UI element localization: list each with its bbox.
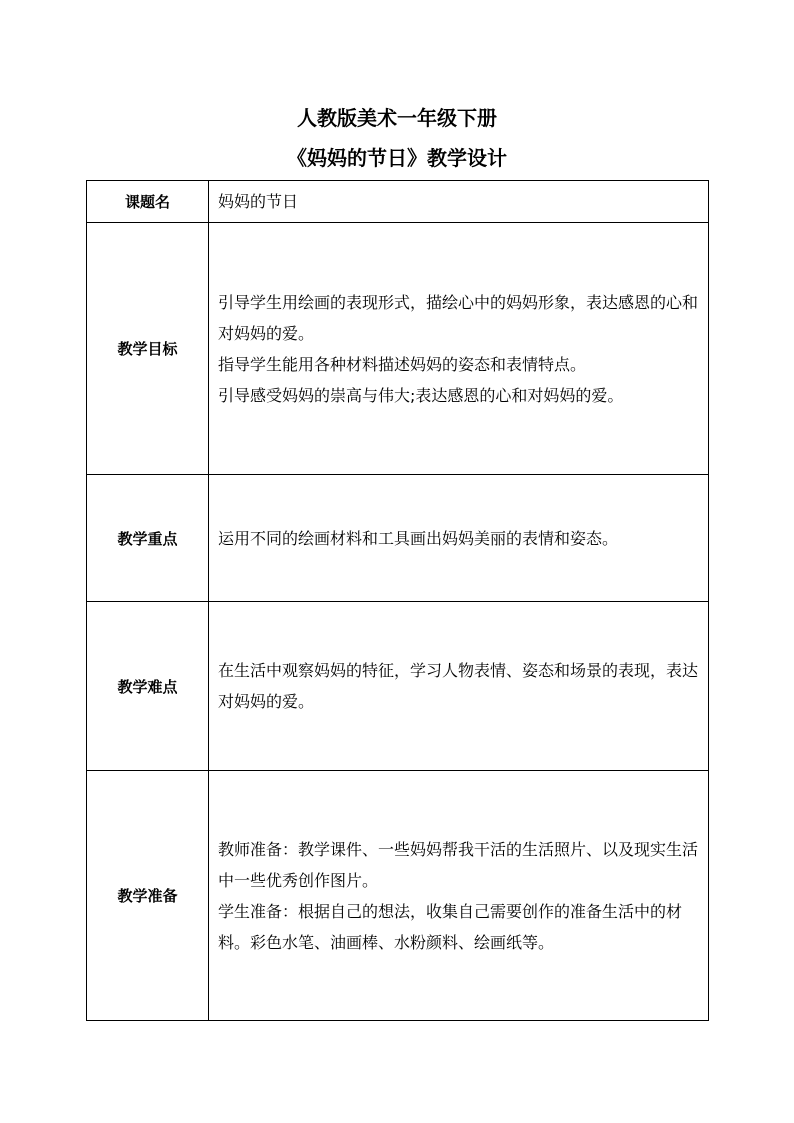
preparation-paragraph: 学生准备：根据自己的想法，收集自己需要创作的准备生活中的材料。彩色水笔、油画棒、水粉颜料、绘画纸等。 (218, 901, 683, 952)
row-content-topic (209, 181, 709, 223)
preparation-paragraph: 教师准备：教学课件、一些妈妈帮我干活的生活照片、以及现实生活中一些优秀创作图片。 (218, 839, 699, 890)
table-row-topic (87, 181, 709, 223)
key-point-paragraph: 运用不同的绘画材料和工具画出妈妈美丽的表情和姿态。 (218, 528, 619, 548)
row-content-difficulties (209, 602, 709, 771)
row-label-difficulties: 教学难点 (87, 602, 209, 771)
objective-paragraph: 引导学生用绘画的表现形式，描绘心中的妈妈形象，表达感恩的心和对妈妈的爱。 (218, 292, 699, 343)
objective-paragraph: 指导学生能用各种材料描述妈妈的姿态和表情特点。 (218, 354, 587, 374)
row-label-key-points: 教学重点 (87, 475, 209, 602)
table-row-difficulties (87, 602, 709, 771)
row-label-objectives: 教学目标 (87, 223, 209, 475)
document-subtitle: 《妈妈的节日》教学设计 (287, 146, 507, 170)
row-content-objectives (209, 223, 709, 475)
difficulty-paragraph: 在生活中观察妈妈的特征，学习人物表情、姿态和场景的表现，表达对妈妈的爱。 (218, 661, 699, 711)
table-row-key-points (87, 475, 709, 602)
row-label-preparation: 教学准备 (87, 771, 209, 1021)
lesson-plan-table (86, 180, 709, 1021)
row-content-preparation (209, 771, 709, 1021)
document-title: 人教版美术一年级下册 (297, 106, 497, 130)
topic-text: 妈妈的节日 (218, 191, 299, 211)
objective-paragraph: 引导感受妈妈的崇高与伟大;表达感恩的心和对妈妈的爱。 (218, 385, 624, 405)
row-label-topic: 课题名 (87, 181, 209, 223)
table-row-preparation (87, 771, 709, 1021)
row-content-key-points (209, 475, 709, 602)
table-row-objectives (87, 223, 709, 475)
